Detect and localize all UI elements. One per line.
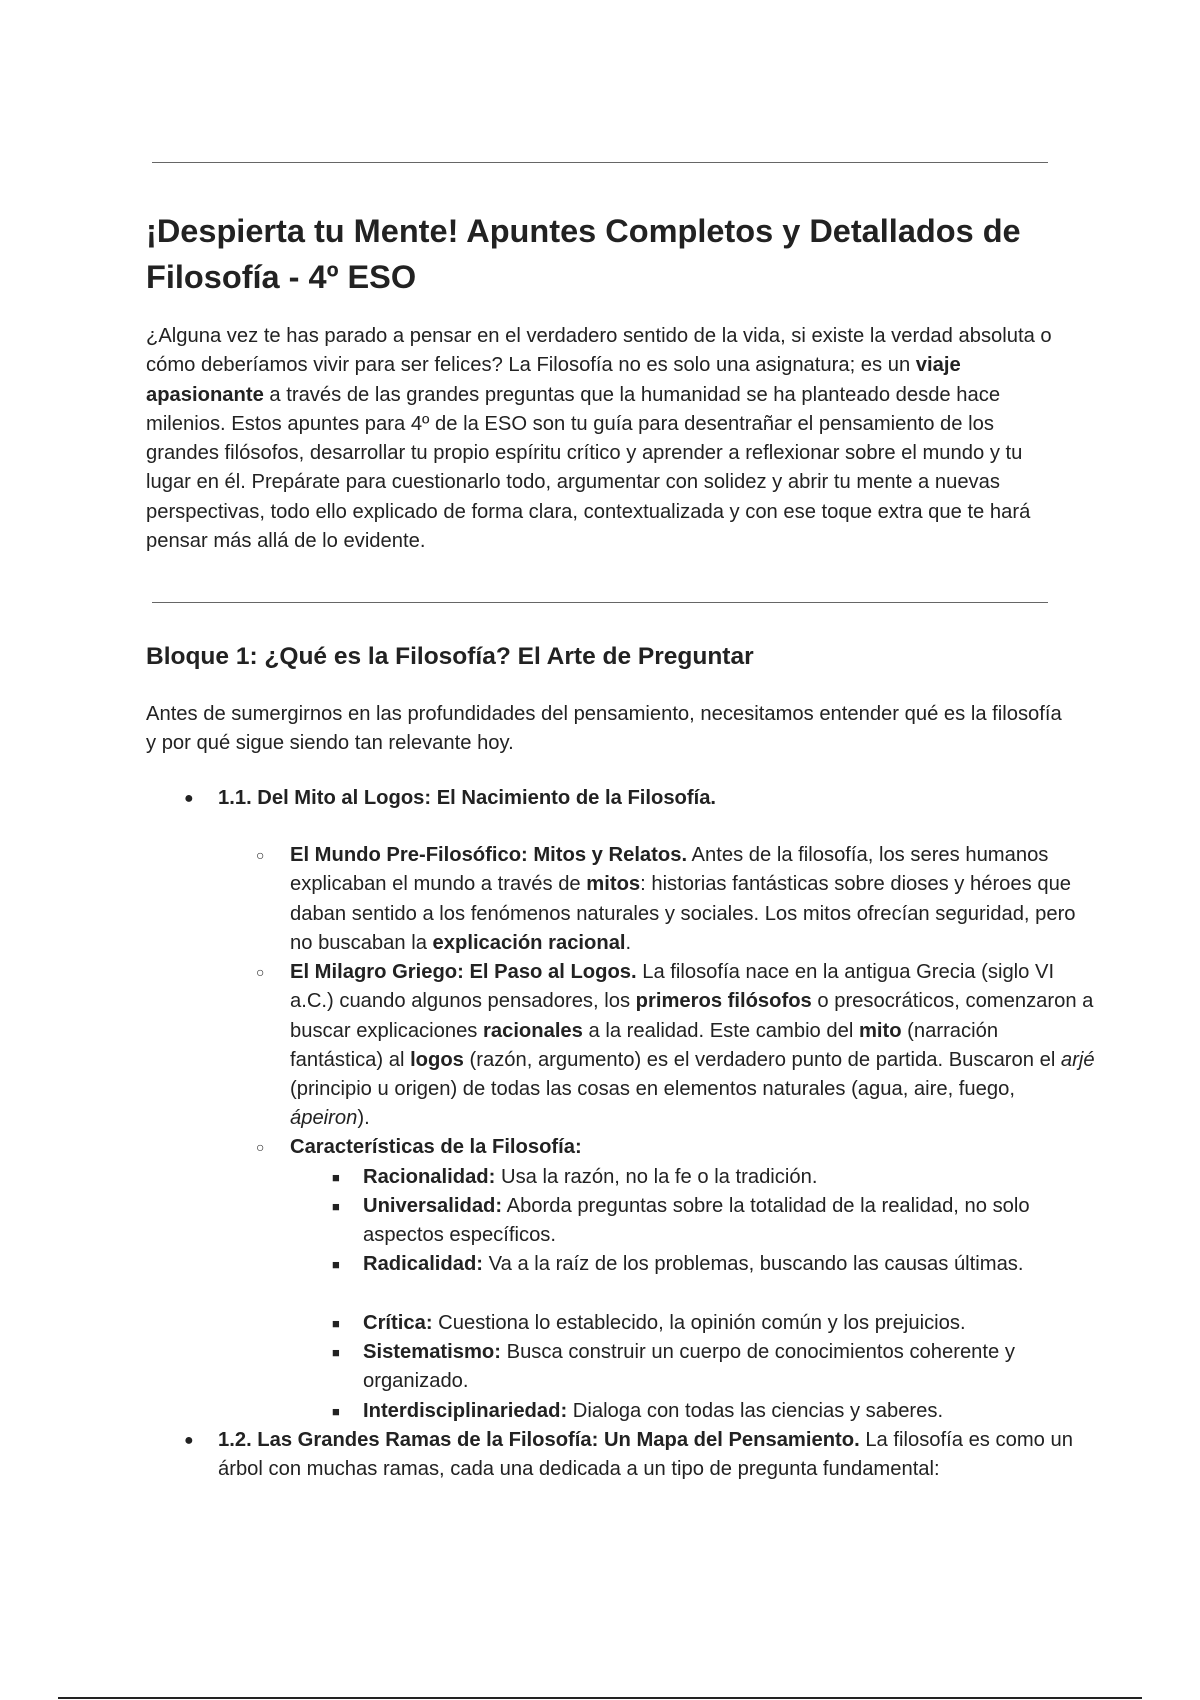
square-marker: ■: [332, 1170, 340, 1185]
list-item-1-1: [184, 784, 1098, 813]
circle-marker: ○: [256, 964, 265, 980]
list-item-1-2: ● 1.2. Las Grandes Ramas de la Filosofía: Un Mapa del Pensamiento. La filosofía es como un árbol con muchas ramas, cada una dedicada a un tipo de pregunta fundamental:: [184, 1426, 1098, 1485]
top-divider: [152, 162, 1048, 163]
square-marker: ■: [332, 1257, 340, 1272]
circle-marker: ○: [256, 1139, 265, 1155]
bullet-marker: ●: [184, 1432, 194, 1449]
bullet-marker: ●: [184, 790, 194, 807]
document-title: ¡Despierta tu Mente! Apuntes Completos y Detallados de Filosofía - 4º ESO: [146, 213, 1021, 295]
list-item-critica: ■ Crítica: Cuestiona lo establecido, la opinión común y los prejuicios.: [330, 1309, 1097, 1338]
section-heading-1-1: 1.1. Del Mito al Logos: El Nacimiento de la Filosofía.: [218, 787, 717, 809]
list-item-universalidad: ■ Universalidad: Aborda preguntas sobre la totalidad de la realidad, no solo aspectos específicos.: [330, 1192, 1097, 1251]
circle-marker: ○: [256, 847, 265, 863]
square-marker: ■: [332, 1345, 340, 1360]
list-item-sistematismo: ■ Sistematismo: Busca construir un cuerpo de conocimientos coherente y organizado.: [330, 1338, 1097, 1397]
section-heading-1-2: 1.2. Las Grandes Ramas de la Filosofía: Un Mapa del Pensamiento.: [218, 1429, 860, 1451]
square-marker: ■: [332, 1199, 340, 1214]
square-marker: ■: [332, 1316, 340, 1331]
list-item-radicalidad: ■ Radicalidad: Va a la raíz de los problemas, buscando las causas últimas.: [330, 1250, 1097, 1279]
list-item-milagro-griego: ○ El Milagro Griego: El Paso al Logos. La filosofía nace en la antigua Grecia (siglo VI a.C.) cuando algunos pensadores, los primeros filósofos o presocráticos, comenzaron a buscar explicaciones racionales a la realidad. Este cambio del mito (narración fantástica) al logos (razón, argumento) es el verdadero punto de partida. Buscaron el arjé (principio u origen) de todas las cosas en elementos naturales (agua, aire, fuego, ápeiron).: [256, 958, 1096, 1134]
square-marker: ■: [332, 1404, 340, 1419]
intro-paragraph: ¿Alguna vez te has parado a pensar en el verdadero sentido de la vida, si existe la verdad absoluta o cómo deberíamos vivir para ser felices? La Filosofía no es solo una asignatura; es un viaje apasionante a través de las grandes preguntas que la humanidad se ha planteado desde hace milenios. Estos apuntes para 4º de la ESO son tu guía para desentrañar el pensamiento de los grandes filósofos, desarrollar tu propio espíritu crítico y aprender a reflexionar sobre el mundo y tu lugar en él. Prepárate para cuestionarlo todo, argumentar con solidez y abrir tu mente a nuevas perspectivas, todo ello explicado de forma clara, contextualizada y con ese toque extra que te hará pensar más allá de lo evidente.: [146, 325, 1052, 553]
list-item-interdisciplinariedad: ■ Interdisciplinariedad: Dialoga con todas las ciencias y saberes.: [330, 1397, 1097, 1426]
page-bottom-rule: [58, 1697, 1142, 1699]
section-divider: [152, 602, 1048, 603]
list-item-caracteristicas: [256, 1133, 1096, 1162]
caracteristicas-heading: Características de la Filosofía:: [290, 1136, 582, 1158]
block1-heading: Bloque 1: ¿Qué es la Filosofía? El Arte de Preguntar: [146, 643, 754, 670]
list-item-racionalidad: ■ Racionalidad: Usa la razón, no la fe o la tradición.: [330, 1163, 1097, 1192]
block1-intro: Antes de sumergirnos en las profundidades del pensamiento, necesitamos entender qué es la filosofía y por qué sigue siendo tan relevante hoy.: [146, 703, 1062, 755]
list-item-mundo-prefilosofico: ○ El Mundo Pre-Filosófico: Mitos y Relatos. Antes de la filosofía, los seres humanos explicaban el mundo a través de mitos: historias fantásticas sobre dioses y héroes que daban sentido a los fenómenos naturales y sociales. Los mitos ofrecían seguridad, pero no buscaban la explicación racional.: [256, 841, 1096, 958]
